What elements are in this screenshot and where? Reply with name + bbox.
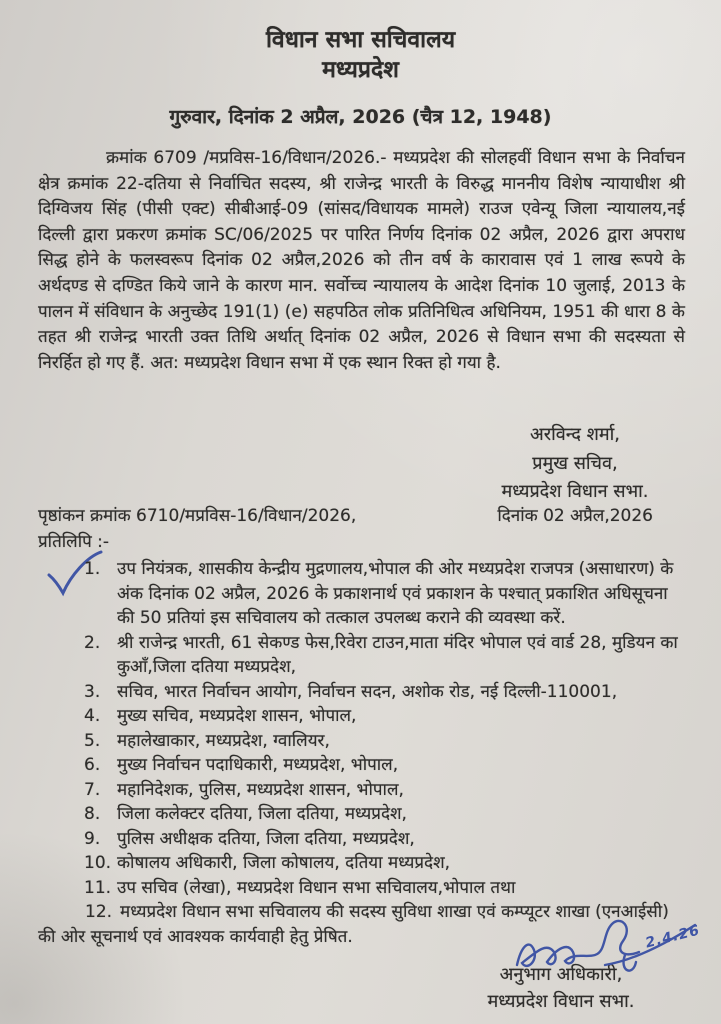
signatory-designation: प्रमुख सचिव,: [532, 452, 618, 474]
list-item: [84, 802, 685, 827]
copy-list: [38, 557, 685, 900]
list-item-text: श्री राजेन्द्र भारती, 61 सेकण्ड फेस,रिवेरा टाउन,माता मंदिर भोपाल एवं वार्ड 28, मुडियन का कुऑं,जिला दतिया मध्यप्रदेश,: [117, 632, 678, 677]
list-item-text: कोषालय अधिकारी, जिला कोषालय, दतिया मध्यप्रदेश,: [117, 853, 451, 873]
list-item-number: 2.: [84, 632, 101, 653]
list-item: [84, 557, 685, 631]
signatory-organization: मध्यप्रदेश विधान सभा.: [487, 991, 635, 1012]
list-item: [84, 631, 685, 680]
list-item: [84, 778, 685, 803]
list-item-number: 11.: [84, 877, 112, 898]
list-item: [84, 827, 685, 852]
document-date-line: गुरुवार, दिनांक 2 अप्रैल, 2026 (चैत्र 12, 1948): [169, 106, 552, 128]
list-item: [84, 680, 685, 705]
endorsement-date: दिनांक 02 अप्रैल,2026: [497, 506, 653, 526]
signatory-designation: अनुभाग अधिकारी,: [499, 964, 623, 985]
list-item-number: 1.: [84, 559, 101, 579]
list-item-text: उप सचिव (लेखा), मध्यप्रदेश विधान सभा सचिवालय,भोपाल तथा: [117, 877, 516, 898]
list-item-text: पुलिस अधीक्षक दतिया, जिला दतिया, मध्यप्रदेश,: [117, 828, 415, 849]
list-item: [84, 851, 685, 876]
signatory-organization: मध्यप्रदेश विधान सभा.: [501, 481, 649, 502]
endorsement-number: पृष्ठांकन क्रमांक 6710/मप्रविस-16/विधान/2026,: [38, 506, 357, 526]
list-item-text: मुख्य सचिव, मध्यप्रदेश शासन, भोपाल,: [117, 706, 357, 726]
list-item-number: 6.: [84, 755, 101, 775]
signatory-name: अरविन्द शर्मा,: [529, 424, 620, 445]
list-item-text: महानिदेशक, पुलिस, मध्यप्रदेश शासन, भोपाल,: [117, 779, 404, 800]
org-state: मध्यप्रदेश: [322, 57, 399, 83]
endorsement-row: [38, 504, 685, 529]
list-item: [84, 876, 685, 901]
list-item-text: सचिव, भारत निर्वाचन आयोग, निर्वाचन सदन, अशोक रोड, नई दिल्ली-110001,: [117, 681, 618, 702]
signature-icon: [509, 911, 709, 987]
list-item-text: महालेखाकार, मध्यप्रदेश, ग्वालियर,: [117, 730, 330, 751]
signatory-block-top: [465, 421, 685, 507]
list-item-number: 7.: [84, 779, 101, 800]
list-item: [84, 704, 685, 729]
list-item-number: 4.: [84, 706, 101, 726]
list-item-number: 12.: [85, 902, 113, 922]
handwritten-date: 2.4.26: [644, 922, 703, 952]
list-item-number: 5.: [84, 730, 101, 751]
list-item-text: जिला कलेक्टर दतिया, जिला दतिया, मध्यप्रदेश,: [117, 804, 407, 824]
document-header: [0, 0, 721, 130]
list-item-number: 9.: [84, 828, 101, 849]
list-item-text: उप नियंत्रक, शासकीय केन्द्रीय मुद्रणालय,भोपाल की ओर मध्यप्रदेश राजपत्र (असाधारण) के अंक दिनांक 02 अप्रैल, 2026 के प्रकाशनार्थ एवं प्रकाशन के पश्चात् प्रकाशित अधिसूचना की 50 प्रतियां इस सचिवालय को तत्काल उपलब्ध कराने की व्यवस्था करें.: [117, 559, 674, 628]
list-item: [84, 753, 685, 778]
list-item-text: मुख्य निर्वाचन पदाधिकारी, मध्यप्रदेश, भोपाल,: [117, 755, 399, 775]
signatory-block-bottom: [431, 903, 703, 1015]
copy-to-label: प्रतिलिपि :-: [38, 532, 110, 552]
list-item-number: 8.: [84, 804, 101, 824]
endorsement-section: [38, 504, 685, 949]
notification-paragraph: क्रमांक 6709 /मप्रविस-16/विधान/2026.- मध्यप्रदेश की सोलहवीं विधान सभा के निर्वाचन क्षेत्र क्रमांक 22-दतिया से निर्वाचित सदस्य, श्री राजेन्द्र भारती के विरुद्ध माननीय विशेष न्यायाधीश श्री दिग्विजय सिंह (पीसी एक्ट) सीबीआई-09 (सांसद/विधायक मामले) राउज एवेन्यू जिला न्यायालय,नई दिल्ली द्वारा प्रकरण क्रमांक SC/06/2025 पर पारित निर्णय दिनांक 02 अप्रैल, 2026 द्वारा अपराध सिद्ध होने के फलस्वरूप दिनांक 02 अप्रैल,2026 को तीन वर्ष के कारावास एवं 1 लाख रूपये के अर्थदण्ड से दण्डित किये जाने के कारण मान. सर्वोच्च न्यायालय के आदेश दिनांक 10 जुलाई, 2013 के पालन में संविधान के अनुच्छेद 191(1) (e) सहपठित लोक प्रतिनिधित्व अधिनियम, 1951 की धारा 8 के तहत श्री राजेन्द्र भारती उक्त तिथि अर्थात् दिनांक 02 अप्रैल, 2026 से विधान सभा की सदस्यता से निरर्हित हो गए हैं. अत: मध्यप्रदेश विधान सभा में एक स्थान रिक्त हो गया है.: [38, 148, 685, 373]
list-item-number: 3.: [84, 681, 101, 702]
list-item-text: मध्यप्रदेश विधान सभा सचिवालय की सदस्य सुविधा शाखा एवं कम्प्यूटर शाखा (एनआईसी) की ओर सूचनार्थ एवं आवश्यक कार्यवाही हेतु प्रेषित.: [38, 902, 669, 947]
list-item: [84, 729, 685, 754]
list-item-number: 10.: [84, 853, 112, 873]
org-title: विधान सभा सचिवालय: [265, 27, 456, 53]
